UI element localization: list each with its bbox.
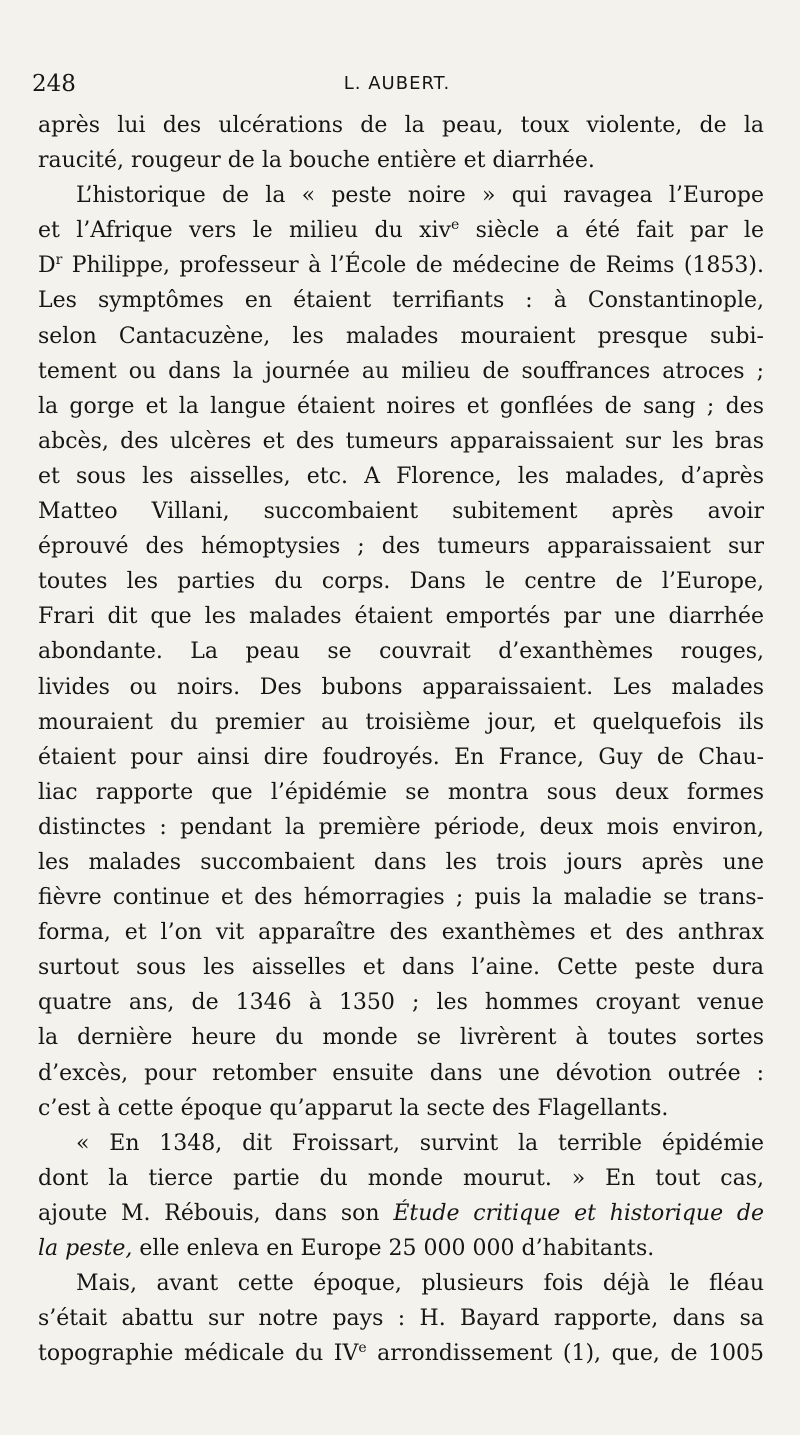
text-line: [38, 599, 764, 634]
text-line: [38, 950, 764, 985]
text-line: [38, 810, 764, 845]
text-line: [38, 634, 764, 669]
line-text: distinctes : pendant la première période, deux mois environ,: [38, 814, 764, 840]
line-text: et sous les aisselles, etc. A Florence, les malades, d’après: [38, 463, 764, 489]
text-line: [38, 108, 764, 143]
line-text-continued: arrondissement (1), que, de 1005: [366, 1341, 764, 1367]
line-text-continued: siècle a été fait par le: [459, 218, 764, 244]
running-head: L. AUBERT.: [343, 73, 451, 94]
line-text: d’excès, pour retomber ensuite dans une dévotion outrée :: [38, 1060, 764, 1086]
text-line: [38, 985, 764, 1020]
line-text: Frari dit que les malades étaient emportés par une diarrhée: [38, 604, 764, 630]
line-text: abcès, des ulcères et des tumeurs apparaissaient sur les bras: [38, 428, 764, 454]
line-text: mouraient du premier au troisième jour, et quelquefois ils: [38, 709, 764, 735]
body-text: [38, 108, 764, 1371]
line-text: abondante. La peau se couvrait d’exanthèmes rouges,: [38, 639, 764, 665]
text-line: [38, 880, 764, 915]
text-line: [38, 1126, 764, 1161]
text-line: [38, 845, 764, 880]
line-text: Mais, avant cette époque, plusieurs fois déjà le fléau: [76, 1271, 764, 1297]
text-line: [38, 670, 764, 705]
superscript: e: [358, 1340, 367, 1357]
text-line: [38, 494, 764, 529]
superscript: e: [451, 217, 460, 234]
line-text: Matteo Villani, succombaient subitement après avoir: [38, 499, 764, 525]
text-line: [38, 354, 764, 389]
line-text: c’est à cette époque qu’apparut la secte des Flagellants.: [38, 1095, 669, 1121]
text-line: [38, 248, 764, 283]
text-line: [38, 178, 764, 213]
text-line: [38, 1231, 764, 1266]
line-text-continued: Philippe, professeur à l’École de médecine de Reims (1853).: [62, 253, 764, 279]
line-text: « En 1348, dit Froissart, survint la terrible épidémie: [76, 1130, 764, 1156]
line-text: L’historique de la « peste noire » qui ravagea l’Europe: [76, 183, 764, 209]
text-line: [38, 1336, 764, 1371]
text-line: [38, 915, 764, 950]
text-line: [38, 213, 764, 248]
line-text: Les symptômes en étaient terrifiants : à Constantinople,: [38, 288, 764, 314]
text-line: [38, 1301, 764, 1336]
line-text: selon Cantacuzène, les malades mouraient presque subi-: [38, 323, 764, 349]
line-text: fièvre continue et des hémorragies ; puis la maladie se trans-: [38, 885, 764, 911]
text-line: [38, 740, 764, 775]
line-text: liac rapporte que l’épidémie se montra sous deux formes: [38, 779, 764, 805]
line-text: la dernière heure du monde se livrèrent à toutes sortes: [38, 1025, 764, 1051]
italic-title: la peste,: [38, 1236, 133, 1261]
text-line: [38, 459, 764, 494]
text-line: [38, 529, 764, 564]
text-line: [38, 775, 764, 810]
page-number: 248: [32, 71, 76, 97]
line-text: forma, et l’on vit apparaître des exanthèmes et des anthrax: [38, 920, 764, 946]
text-line: [38, 143, 764, 178]
line-text: ajoute M. Rébouis, dans son: [38, 1200, 394, 1226]
line-text: topographie médicale du IV: [38, 1341, 359, 1367]
line-text: quatre ans, de 1346 à 1350 ; les hommes croyant venue: [38, 990, 764, 1016]
line-text-continued: elle enleva en Europe 25 000 000 d’habitants.: [132, 1236, 655, 1261]
line-text: la gorge et la langue étaient noires et gonflées de sang ; des: [38, 393, 764, 419]
line-text: et l’Afrique vers le milieu du xiv: [38, 218, 452, 244]
line-text: après lui des ulcérations de la peau, toux violente, de la: [38, 113, 764, 138]
line-text: D: [38, 253, 56, 279]
text-line: [38, 1056, 764, 1091]
text-line: [38, 1091, 764, 1126]
line-text: tement ou dans la journée au milieu de souffrances atroces ;: [38, 358, 764, 384]
text-line: [38, 1196, 764, 1231]
text-line: [38, 389, 764, 424]
text-line: [38, 564, 764, 599]
text-line: [38, 424, 764, 459]
text-line: [38, 283, 764, 318]
text-line: [38, 1266, 764, 1301]
line-text: livides ou noirs. Des bubons apparaissaient. Les malades: [38, 674, 764, 700]
line-text: dont la tierce partie du monde mourut. » En tout cas,: [38, 1165, 764, 1191]
line-text: toutes les parties du corps. Dans le centre de l’Europe,: [38, 569, 764, 595]
line-text: étaient pour ainsi dire foudroyés. En France, Guy de Chau-: [38, 744, 764, 770]
text-line: [38, 1020, 764, 1055]
text-line: [38, 705, 764, 740]
text-line: [38, 319, 764, 354]
page-header: [32, 66, 762, 102]
line-text: s’était abattu sur notre pays : H. Bayard rapporte, dans sa: [38, 1306, 764, 1332]
line-text: raucité, rougeur de la bouche entière et diarrhée.: [38, 148, 595, 174]
line-text: surtout sous les aisselles et dans l’aine. Cette peste dura: [38, 955, 764, 981]
superscript: r: [55, 252, 63, 269]
line-text: éprouvé des hémoptysies ; des tumeurs apparaissaient sur: [38, 534, 764, 560]
italic-title: Étude critique et historique de: [393, 1200, 764, 1226]
text-line: [38, 1161, 764, 1196]
line-text: les malades succombaient dans les trois jours après une: [38, 849, 764, 875]
